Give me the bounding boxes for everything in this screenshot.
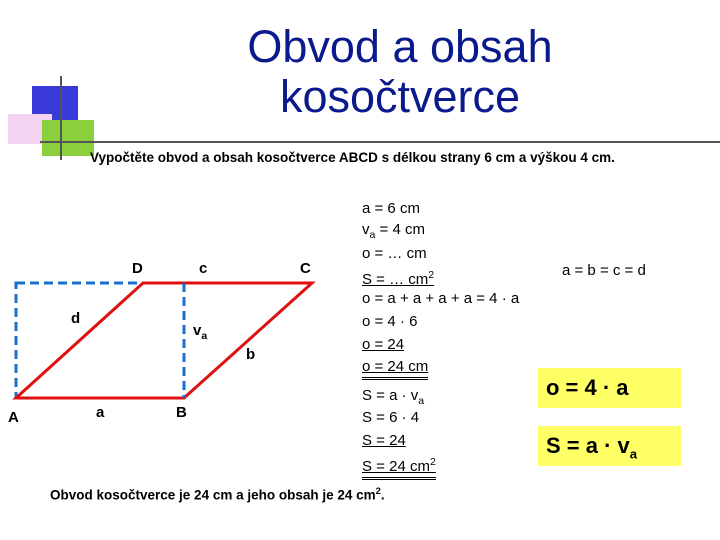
task-text: Vypočtěte obvod a obsah kosočtverce ABCD s délkou strany 6 cm a výškou 4 cm. — [90, 150, 615, 165]
vertex-label-a: A — [8, 409, 19, 426]
perimeter-result: o = 24 cm — [362, 358, 428, 380]
rhombus-outline — [16, 283, 312, 398]
perimeter-unknown: o = … cm — [362, 245, 427, 262]
decor-line-horizontal — [40, 141, 720, 143]
decor-square-green — [42, 120, 94, 156]
vertex-label-c: C — [300, 260, 311, 277]
title-line-2: kosočtverce — [279, 71, 521, 122]
formula-perimeter-box — [538, 368, 681, 408]
title-line-1: Obvod a obsah — [247, 21, 553, 72]
page-title — [150, 22, 650, 122]
side-label-b: b — [246, 346, 256, 363]
height-label-va: $v_a$ — [193, 322, 208, 342]
area-step-2: S = 6 · 4 — [362, 409, 420, 426]
perimeter-step-2: o = 4 · 6 — [362, 313, 418, 330]
vertex-label-d: D — [132, 260, 143, 277]
formula-area: $S = a \cdot v_a$ — [546, 433, 638, 462]
decor-line-vertical — [60, 76, 62, 160]
equal-sides-note: a = b = c = d — [562, 262, 646, 279]
formula-area-box — [538, 426, 681, 466]
rhombus-diagram — [0, 255, 330, 430]
dashed-rectangle — [16, 283, 184, 398]
side-label-d: d — [71, 310, 81, 327]
area-result: S = 24 $cm^2$ — [362, 453, 436, 480]
formula-perimeter: o = 4 · a — [546, 375, 629, 400]
area-unknown: S = … $cm^2$ — [362, 269, 435, 288]
vertex-label-b: B — [176, 404, 187, 421]
side-label-c: c — [199, 260, 208, 277]
perimeter-step-3: o = 24 — [362, 336, 405, 353]
given-va: $v_a = 4$ cm — [362, 221, 425, 241]
area-step-1: $S = a \cdot v_a$ — [362, 387, 425, 407]
perimeter-step-1: o = a + a + a + a = 4 · a — [362, 290, 520, 307]
side-label-a: a — [96, 404, 105, 421]
area-step-3: S = 24 — [362, 432, 406, 449]
conclusion-text: Obvod kosočtverce je 24 cm a jeho obsah je 24 $cm^2$. — [50, 486, 385, 503]
given-a: a = 6 cm — [362, 200, 420, 217]
